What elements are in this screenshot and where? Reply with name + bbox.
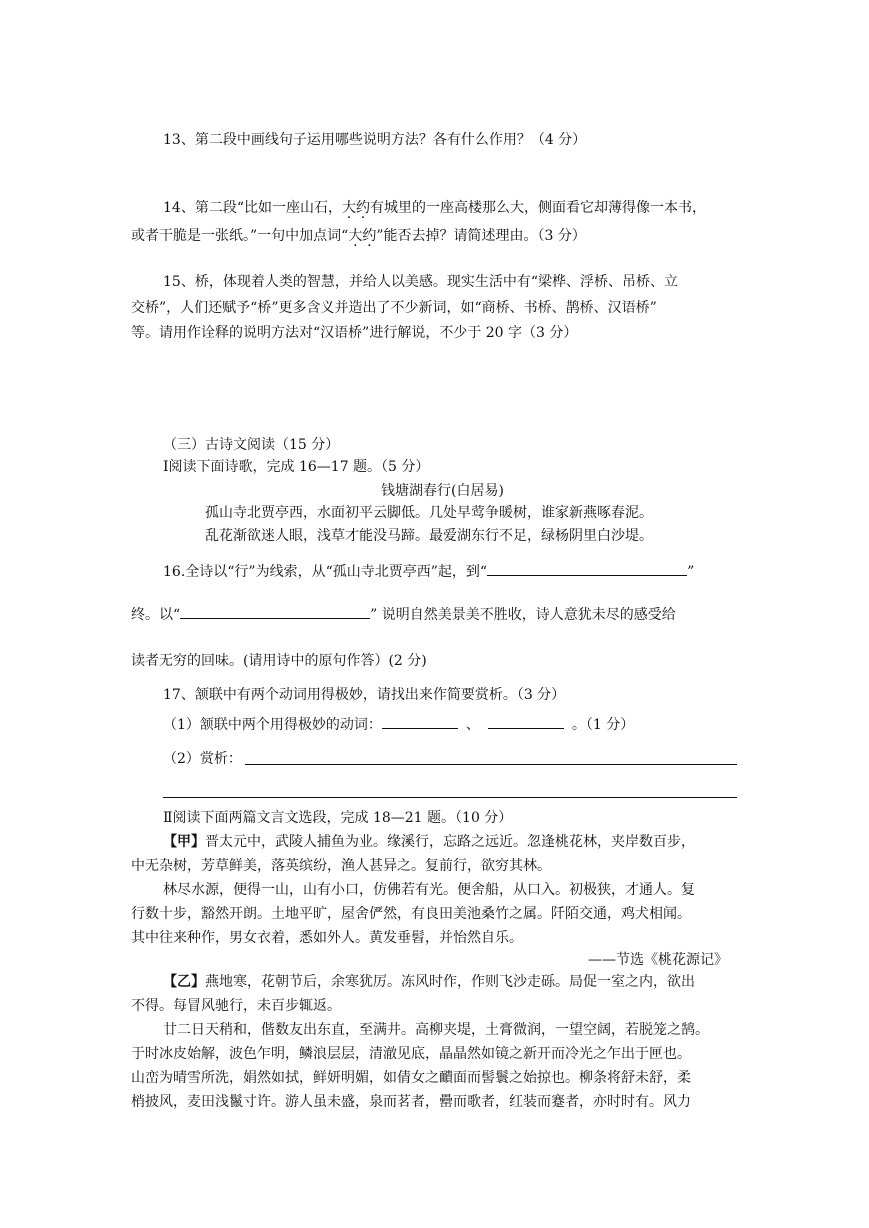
jia-line-5: 其中往来种作，男女衣着，悉如外人。黄发垂髫，并怡然自乐。 <box>131 930 523 946</box>
question-14-line-1 <box>163 198 706 218</box>
yi-text-1: 燕地寒，花朝节后，余寒犹厉。冻风时作，作则飞沙走砾。局促一室之内，欲出 <box>205 974 695 990</box>
q16-text-c: 终。以“ <box>131 607 181 623</box>
poem-line-1: 孤山寺北贾亭西，水面初平云脚低。几处早莺争暖树，谁家新燕啄春泥。 <box>205 505 653 521</box>
q16-answer-blank-1[interactable] <box>487 561 687 576</box>
q17-sub1-score: 。（1 分） <box>571 717 635 733</box>
question-17-sub-2: （2）赏析： <box>163 751 242 767</box>
jia-line-1 <box>163 832 695 852</box>
question-14-line-2 <box>131 226 586 246</box>
q17-verb-blank-2[interactable] <box>488 714 564 729</box>
question-15-line-1: 15、桥，体现着人类的智慧，并给人以美感。现实生活中有“梁桦、浮桥、吊桥、立 <box>163 274 678 290</box>
q14-dotted-word-1: 大 <box>341 200 356 216</box>
q14-dotted-word-4: 约 <box>362 228 377 244</box>
q17-appreciation-line-1[interactable] <box>245 764 737 765</box>
jia-line-3: 林尽水源，便得一山，山有小口，仿佛若有光。便舍船，从口入。初极狭，才通人。复 <box>163 882 695 898</box>
poem-title: 钱塘湖春行(白居易) <box>381 483 504 499</box>
jia-source: ——节选《桃花源记》 <box>588 952 728 968</box>
question-15-line-3: 等。请用作诠释的说明方法对“汉语桥”进行解说，不少于 20 字（3 分） <box>131 325 578 341</box>
question-15-line-2: 交桥”，人们还赋予“桥”更多含义并造出了不少新词，如“商桥、书桥、鹊桥、汉语桥” <box>131 300 657 316</box>
jia-line-4: 行数十步，豁然开朗。土地平旷，屋舍俨然，有良田美池桑竹之属。阡陌交通，鸡犬相闻。 <box>131 906 691 922</box>
yi-line-5: 山峦为晴雪所洗，娟然如拭，鲜妍明媚，如倩女之靧面而髻鬟之始掠也。柳条将舒未舒，柔 <box>131 1070 691 1086</box>
q16-text-b: ” <box>687 564 695 580</box>
yi-line-6: 梢披风，麦田浅鬣寸许。游人虽未盛，泉而茗者，罍而歌者，红装而蹇者，亦时时有。风力 <box>131 1094 691 1110</box>
jia-text-1: 晋太元中，武陵人捕鱼为业。缘溪行，忘路之远近。忽逢桃花林，夹岸数百步， <box>205 834 695 850</box>
jia-line-2: 中无杂树，芳草鲜美，落英缤纷，渔人甚异之。复前行，欲穷其林。 <box>131 858 551 874</box>
q14-dotted-word-2: 约 <box>355 200 370 216</box>
q17-sub1-text: （1）颔联中两个用得极妙的动词： <box>163 717 382 733</box>
q16-text-a: 16.全诗以“行”为线索，从“孤山寺北贾亭西”起，到“ <box>163 564 488 580</box>
yi-line-1 <box>163 972 695 992</box>
q14-text-d: ”能否去掉？请简述理由。（3 分） <box>376 228 586 244</box>
jia-label: 【甲】 <box>163 834 205 850</box>
q16-answer-blank-2[interactable] <box>180 604 370 619</box>
q14-text-b: 有城里的一座高楼那么大，侧面看它却薄得像一本书， <box>369 200 706 216</box>
section-3-title: （三）古诗文阅读（15 分） <box>163 437 340 453</box>
yi-line-3: 廿二日天稍和，偕数友出东直，至满井。高柳夹堤，土膏微润，一望空阔，若脱笼之鹄。 <box>163 1022 709 1038</box>
yi-label: 【乙】 <box>163 974 205 990</box>
q16-text-d: ” 说明自然美景美不胜收，诗人意犹未尽的感受给 <box>370 607 676 623</box>
poem-line-2: 乱花渐欲迷人眼，浅草才能没马蹄。最爱湖东行不足，绿杨阴里白沙堤。 <box>205 528 653 544</box>
question-17-intro: 17、颔联中有两个动词用得极妙，请找出来作简要赏析。（3 分） <box>163 687 566 703</box>
question-16-line-1 <box>163 561 694 582</box>
yi-line-2: 不得。每冒风驰行，未百步辄返。 <box>131 998 341 1014</box>
question-16-line-3: 读者无穷的回味。(请用诗中的原句作答）(2 分) <box>131 653 427 669</box>
question-17-sub-1 <box>163 714 634 735</box>
q14-text-a: 14、第二段“比如一座山石， <box>163 200 342 216</box>
part-1-intro: Ⅰ阅读下面诗歌，完成 16—17 题。（5 分） <box>163 459 430 475</box>
q17-verb-blank-1[interactable] <box>382 714 458 729</box>
question-16-line-2 <box>131 604 676 625</box>
yi-line-4: 于时冰皮始解，波色乍明，鳞浪层层，清澈见底，晶晶然如镜之新开而冷光之乍出于匣也。 <box>131 1046 691 1062</box>
part-2-intro: Ⅱ阅读下面两篇文言文选段，完成 18—21 题。（10 分） <box>163 810 513 826</box>
q14-text-c: 或者干脆是一张纸。”一句中加点词“ <box>131 228 349 244</box>
q14-dotted-word-3: 大 <box>348 228 363 244</box>
q17-separator: 、 <box>465 717 480 733</box>
q17-appreciation-line-2[interactable] <box>163 797 737 798</box>
question-13: 13、第二段中画线句子运用哪些说明方法？各有什么作用？（4 分） <box>163 132 587 148</box>
